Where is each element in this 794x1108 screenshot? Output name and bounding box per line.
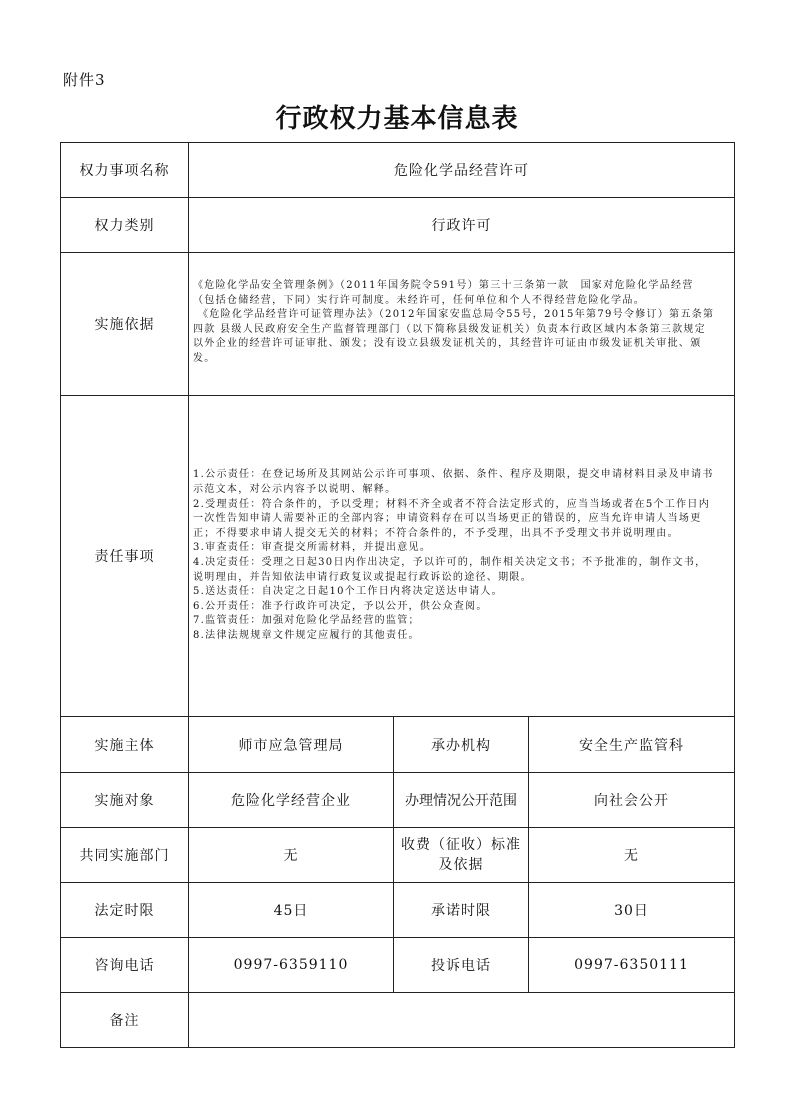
row-remark bbox=[61, 993, 735, 1048]
duty-item: 7.监管责任：加强对危险化学品经营的监管； bbox=[193, 615, 420, 627]
label-target: 实施对象 bbox=[61, 773, 189, 828]
value-consult-phone: 0997-6359110 bbox=[189, 938, 394, 993]
value-duties bbox=[189, 396, 735, 717]
duty-item: 5.送达责任：自决定之日起10个工作日内将决定送达申请人。 bbox=[193, 586, 503, 598]
value-remark bbox=[189, 993, 735, 1048]
value-joint-dept: 无 bbox=[189, 828, 394, 883]
value-category: 行政许可 bbox=[189, 198, 735, 253]
row-duties bbox=[61, 396, 735, 717]
duty-item: 6.公开责任：准予行政许可决定，予以公开，供公众查阅。 bbox=[193, 600, 488, 612]
row-subject bbox=[61, 717, 735, 773]
value-basis bbox=[189, 253, 735, 396]
value-promised-limit: 30日 bbox=[529, 883, 735, 938]
duty-item: 4.决定责任：受理之日起30日内作出决定，予以许可的，制作相关决定文书；不予批准的，制作文书，说明理由，并告知依法申请行政复议或提起行政诉讼的途径、期限。 bbox=[193, 557, 707, 583]
row-name bbox=[61, 143, 735, 198]
label-duties: 责任事项 bbox=[61, 396, 189, 717]
attachment-label: 附件3 bbox=[63, 71, 106, 89]
info-table bbox=[60, 142, 735, 1048]
value-legal-limit: 45日 bbox=[189, 883, 394, 938]
page-title: 行政权力基本信息表 bbox=[275, 104, 519, 134]
label-legal-limit: 法定时限 bbox=[61, 883, 189, 938]
label-handling-unit: 承办机构 bbox=[394, 717, 529, 773]
label-complaint-phone: 投诉电话 bbox=[394, 938, 529, 993]
label-remark: 备注 bbox=[61, 993, 189, 1048]
row-category bbox=[61, 198, 735, 253]
label-consult-phone: 咨询电话 bbox=[61, 938, 189, 993]
label-disclosure-scope: 办理情况公开范围 bbox=[394, 773, 529, 828]
value-subject: 师市应急管理局 bbox=[189, 717, 394, 773]
row-target bbox=[61, 773, 735, 828]
label-joint-dept: 共同实施部门 bbox=[61, 828, 189, 883]
label-fee-standard: 收费（征收）标准及依据 bbox=[394, 828, 529, 883]
value-target: 危险化学经营企业 bbox=[189, 773, 394, 828]
label-subject: 实施主体 bbox=[61, 717, 189, 773]
duty-item: 2.受理责任：符合条件的，予以受理；材料不齐全或者不符合法定形式的，应当当场或者在5个工作日内一次性告知申请人需要补正的全部内容；申请资料存在可以当场更正的错误的，应当允许申请人当场更正；不得要求申请人提交无关的材料；不符合条件的，不予受理，出具不予受理文书并说明理由。 bbox=[193, 498, 711, 539]
label-category: 权力类别 bbox=[61, 198, 189, 253]
basis-paragraph: 《危险化学品经营许可证管理办法》（2012年国家安监总局令55号，2015年第79号令修订）第五条第四款 县级人民政府安全生产监督管理部门（以下简称县级发证机关）负责本行政区域内本条第三款规定以外企业的经营许可证审批、颁发；没有设立县级发证机关的，其经营许可证由市级发证机关审批、颁发。 bbox=[193, 309, 715, 364]
label-promised-limit: 承诺时限 bbox=[394, 883, 529, 938]
duty-item: 3.审查责任：审查提交所需材料，并提出意见。 bbox=[193, 542, 432, 554]
row-phone bbox=[61, 938, 735, 993]
row-basis bbox=[61, 253, 735, 396]
value-complaint-phone: 0997-6350111 bbox=[529, 938, 735, 993]
duty-item: 8.法律法规规章文件规定应履行的其他责任。 bbox=[193, 629, 420, 641]
row-limit bbox=[61, 883, 735, 938]
basis-paragraph: 《危险化学品安全管理条例》（2011年国务院令591号）第三十三条第一款 国家对危险化学品经营（包括仓储经营，下同）实行许可制度。未经许可，任何单位和个人不得经营危险化学品。 bbox=[193, 280, 694, 306]
label-basis: 实施依据 bbox=[61, 253, 189, 396]
label-name: 权力事项名称 bbox=[61, 143, 189, 198]
row-joint bbox=[61, 828, 735, 883]
value-handling-unit: 安全生产监管科 bbox=[529, 717, 735, 773]
duty-item: 1.公示责任：在登记场所及其网站公示许可事项、依据、条件、程序及期限，提交申请材料目录及申请书示范文本，对公示内容予以说明、解释。 bbox=[193, 469, 714, 496]
value-disclosure-scope: 向社会公开 bbox=[529, 773, 735, 828]
value-name: 危险化学品经营许可 bbox=[189, 143, 735, 198]
value-fee-standard: 无 bbox=[529, 828, 735, 883]
